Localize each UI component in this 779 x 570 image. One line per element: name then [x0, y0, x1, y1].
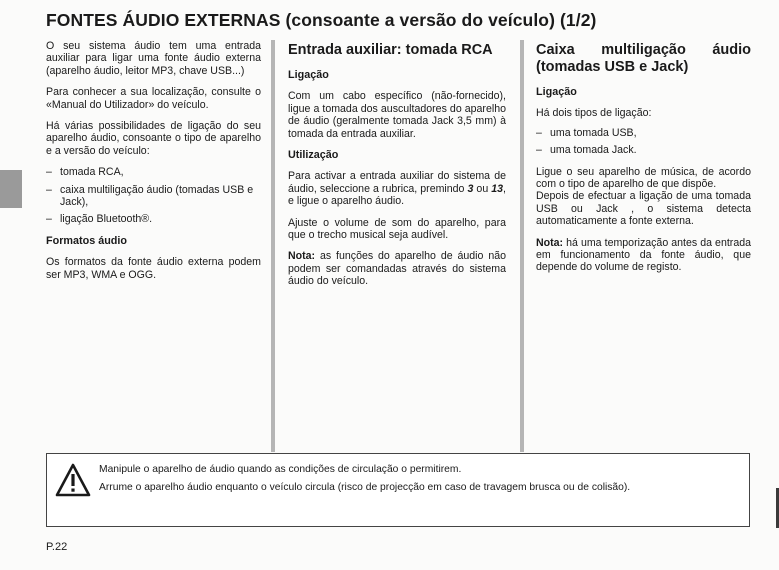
volume-paragraph: Ajuste o volume de som do aparelho, para que o trecho musical seja audível.: [288, 216, 506, 242]
rca-usage-paragraph: [288, 170, 506, 207]
column-rca: [288, 40, 506, 297]
warning-triangle-icon: [55, 463, 91, 497]
rca-connection-paragraph: Com um cabo específico (não-fornecido), ligue a tomada dos auscultadores do aparelho de áudio (geralmente tomada Jack 3,5 mm) à tomada da entrada auxiliar.: [288, 90, 506, 140]
key-3-label: 3: [467, 182, 474, 195]
usb-jack-list: [536, 127, 751, 157]
usb-jack-intro: Há dois tipos de ligação:: [536, 107, 652, 120]
intro-paragraph: O seu sistema áudio tem uma entrada auxiliar para ligar uma fonte áudio externa (aparelho áudio, leitor MP3, chave USB...): [46, 40, 261, 77]
list-item: – uma tomada Jack.: [536, 144, 751, 156]
column-intro: [46, 40, 261, 290]
usage-text-end: , e ligue o aparelho áudio.: [288, 182, 506, 208]
note-text: as funções do aparelho de áudio não podem ser comandadas através do sistema áudio do veículo.: [288, 250, 506, 288]
usb-jack-paragraph-1: Ligue o seu aparelho de música, de acordo com o tipo de aparelho de que dispõe.: [536, 165, 751, 191]
rca-usage-heading: Utilização: [288, 149, 339, 162]
usage-text-or: ou: [473, 182, 492, 195]
page-number: P.22: [46, 541, 68, 553]
rca-heading: Entrada auxiliar: tomada RCA: [288, 42, 493, 58]
usb-jack-note-paragraph: [536, 237, 751, 274]
warning-line-1: Manipule o aparelho de áudio quando as condições de circulação o permitirem.: [99, 464, 462, 475]
warning-line-2: Arrume o aparelho áudio enquanto o veículo circula (risco de projecção em caso de travagem brusca ou de colisão).: [99, 482, 631, 493]
key-13-label: 13: [491, 182, 504, 195]
note-label: Nota:: [288, 250, 316, 263]
list-item: – ligação Bluetooth®.: [46, 213, 261, 225]
note-label: Nota:: [536, 236, 564, 249]
usb-jack-heading: Caixa multiligação áudio (tomadas USB e Jack): [536, 42, 751, 75]
rca-note-paragraph: [288, 250, 506, 287]
warning-box: [46, 453, 750, 527]
connection-options-list: [46, 166, 261, 226]
list-item: – tomada RCA,: [46, 166, 261, 178]
usage-text-start: Para activar a entrada auxiliar do sistema de áudio, seleccione a rubrica, premindo: [288, 170, 506, 195]
list-item: – caixa multiligação áudio (tomadas USB e Jack),: [46, 184, 261, 209]
column-usb-jack: [536, 40, 751, 283]
warning-text: [99, 461, 630, 497]
page-title: FONTES ÁUDIO EXTERNAS (consoante a versão do veículo) (1/2): [46, 10, 597, 30]
section-tab-marker: [0, 170, 22, 208]
usb-jack-paragraph-2: Depois de efectuar a ligação de uma tomada USB ou Jack , o sistema detecta automaticamente a fonte externa.: [536, 190, 751, 228]
formats-paragraph: Os formatos da fonte áudio externa podem ser MP3, WMA e OGG.: [46, 256, 261, 281]
column-divider: [271, 40, 275, 452]
list-item: – uma tomada USB,: [536, 127, 751, 139]
usb-jack-connection-heading: Ligação: [536, 86, 577, 98]
note-text: há uma temporização antes da entrada em funcionamento da fonte áudio, que depende do volume de registo.: [536, 236, 751, 274]
rca-connection-heading: Ligação: [288, 69, 329, 81]
column-divider: [520, 40, 524, 452]
formats-heading: Formatos áudio: [46, 234, 127, 247]
connection-options-paragraph: Há várias possibilidades de ligação do seu aparelho áudio, consoante o tipo de aparelho e a versão do veículo:: [46, 120, 261, 157]
location-paragraph: Para conhecer a sua localização, consulte o «Manual do Utilizador» do veículo.: [46, 86, 261, 111]
